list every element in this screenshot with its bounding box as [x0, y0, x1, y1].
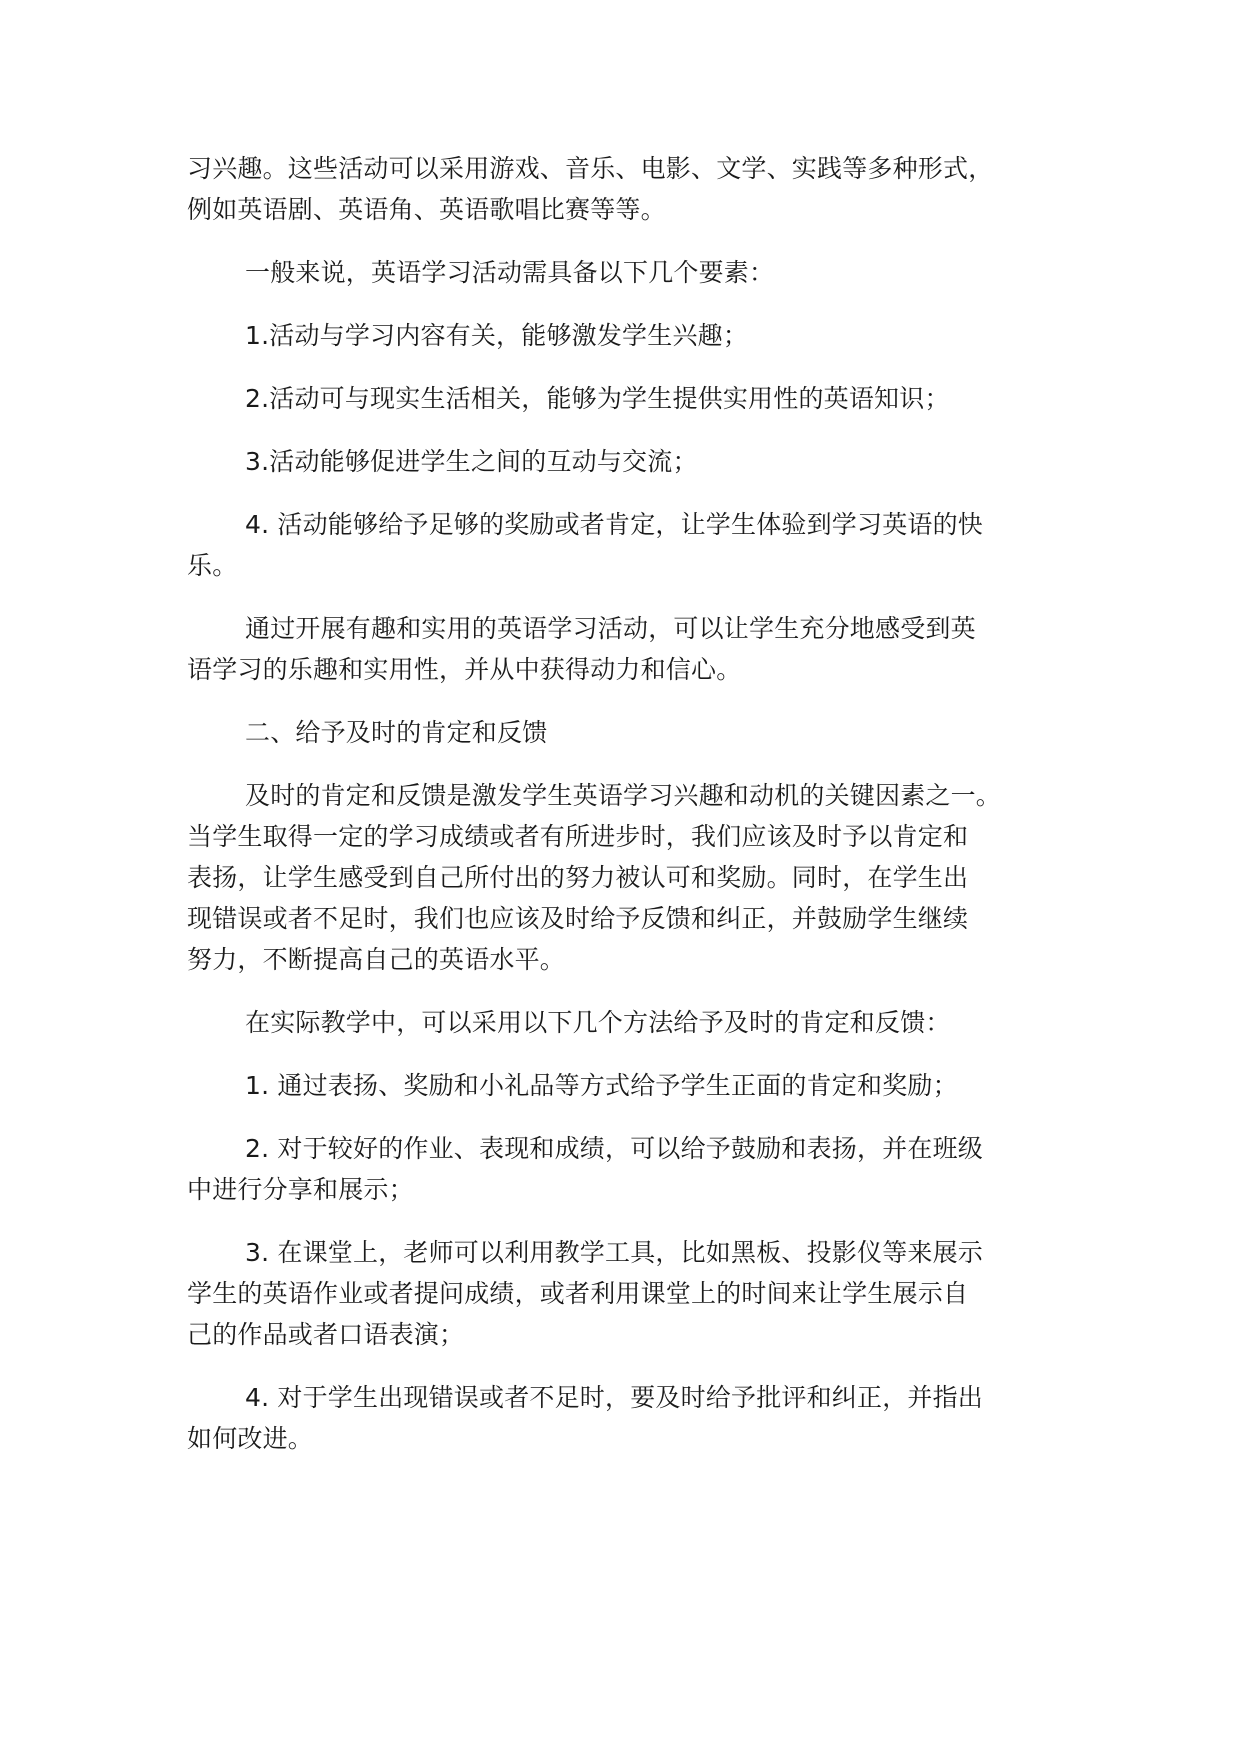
paragraph-continuation — [187, 148, 1067, 230]
list-item-method-3 — [187, 1232, 1067, 1355]
text-line: 语学习的乐趣和实用性，并从中获得动力和信心。 — [187, 655, 742, 684]
text-line: 4. 活动能够给予足够的奖励或者肯定，让学生体验到学习英语的快 — [245, 510, 984, 539]
text-line: 4. 对于学生出现错误或者不足时，要及时给予批评和纠正，并指出 — [245, 1383, 984, 1412]
list-item-method-4 — [187, 1377, 1067, 1459]
text-line: 3.活动能够促进学生之间的互动与交流； — [245, 447, 698, 476]
text-line: 乐。 — [187, 551, 238, 580]
text-line: 例如英语剧、英语角、英语歌唱比赛等等。 — [187, 195, 666, 224]
text-line: 表扬，让学生感受到自己所付出的努力被认可和奖励。同时，在学生出 — [187, 863, 969, 892]
text-line: 在实际教学中，可以采用以下几个方法给予及时的肯定和反馈： — [245, 1008, 951, 1037]
text-line: 1.活动与学习内容有关，能够激发学生兴趣； — [245, 321, 749, 350]
text-line: 现错误或者不足时，我们也应该及时给予反馈和纠正，并鼓励学生继续 — [187, 904, 969, 933]
text-line: 2. 对于较好的作业、表现和成绩，可以给予鼓励和表扬，并在班级 — [245, 1134, 984, 1163]
text-line: 2.活动可与现实生活相关，能够为学生提供实用性的英语知识； — [245, 384, 950, 413]
list-item-element-2 — [187, 378, 1067, 419]
list-item-element-1 — [187, 315, 1067, 356]
document-body — [187, 148, 1067, 1481]
section-heading — [187, 712, 1067, 753]
list-item-method-2 — [187, 1128, 1067, 1210]
text-line: 二、给予及时的肯定和反馈 — [245, 718, 548, 747]
paragraph-intro-elements — [187, 252, 1067, 293]
text-line: 3. 在课堂上，老师可以利用教学工具，比如黑板、投影仪等来展示 — [245, 1238, 984, 1267]
text-line: 当学生取得一定的学习成绩或者有所进步时，我们应该及时予以肯定和 — [187, 822, 969, 851]
text-line: 1. 通过表扬、奖励和小礼品等方式给予学生正面的肯定和奖励； — [245, 1071, 958, 1100]
text-line: 如何改进。 — [187, 1424, 314, 1453]
text-line: 及时的肯定和反馈是激发学生英语学习兴趣和动机的关键因素之一。 — [245, 781, 1002, 810]
paragraph-methods-intro — [187, 1002, 1067, 1043]
text-line: 己的作品或者口语表演； — [187, 1320, 465, 1349]
paragraph-summary — [187, 608, 1067, 690]
text-line: 一般来说，英语学习活动需具备以下几个要素： — [245, 258, 775, 287]
text-line: 学生的英语作业或者提问成绩，或者利用课堂上的时间来让学生展示自 — [187, 1279, 969, 1308]
text-line: 习兴趣。这些活动可以采用游戏、音乐、电影、文学、实践等多种形式， — [187, 154, 994, 183]
paragraph-feedback — [187, 775, 1067, 980]
list-item-method-1 — [187, 1065, 1067, 1106]
text-line: 通过开展有趣和实用的英语学习活动，可以让学生充分地感受到英 — [245, 614, 976, 643]
list-item-element-4 — [187, 504, 1067, 586]
list-item-element-3 — [187, 441, 1067, 482]
text-line: 中进行分享和展示； — [187, 1175, 414, 1204]
text-line: 努力，不断提高自己的英语水平。 — [187, 945, 566, 974]
